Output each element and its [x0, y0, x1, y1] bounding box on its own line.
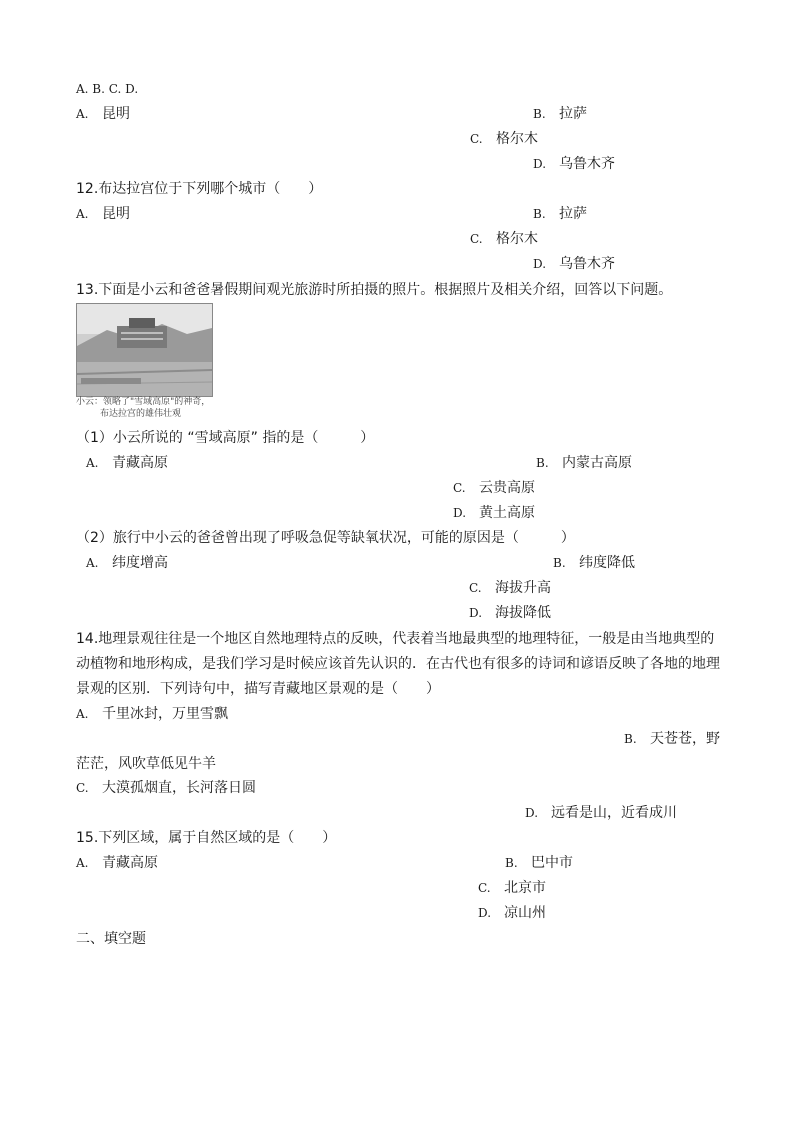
option-letter: B. — [553, 556, 566, 570]
q15-stem: 15.下列区域，属于自然区域的是（ ） — [76, 830, 337, 846]
option-letter: A. — [86, 456, 99, 470]
option-text: 海拔升高 — [495, 580, 551, 596]
option-text: 黄土高原 — [479, 505, 535, 521]
option-letter: D. — [469, 606, 483, 620]
option-letter: B. — [536, 456, 549, 470]
q13-sub2-option-a[interactable] — [86, 554, 168, 572]
q11-option-b[interactable] — [533, 105, 587, 123]
option-text: 乌鲁木齐 — [559, 156, 615, 172]
q13-sub2-stem: （2）旅行中小云的爸爸曾出现了呼吸急促等缺氧状况，可能的原因是（ ） — [76, 530, 575, 546]
option-text: 青藏高原 — [112, 455, 168, 471]
option-letter: A. — [76, 707, 89, 721]
q14-stem-line-3: 景观的区别．下列诗句中，描写青藏地区景观的是（ ） — [76, 681, 440, 697]
q13-sub2-option-c[interactable] — [469, 579, 551, 597]
option-letter: D. — [453, 506, 467, 520]
section-heading-fill-in: 二、填空题 — [76, 931, 146, 947]
q13-sub1-stem: （1）小云所说的 “雪域高原” 指的是（ ） — [76, 430, 375, 446]
q13-sub1-option-a[interactable] — [86, 454, 168, 472]
option-letter: A. — [86, 556, 99, 570]
option-letter: D. — [525, 806, 539, 820]
option-letter: A. — [76, 107, 89, 121]
option-text: 纬度降低 — [579, 555, 635, 571]
option-text: 内蒙古高原 — [562, 455, 632, 471]
q14-stem-line-2: 动植物和地形构成，是我们学习是时候应该首先认识的．在古代也有很多的诗词和谚语反映了各地的地理 — [76, 656, 720, 672]
q12-option-c[interactable] — [470, 230, 538, 248]
photo-caption-line-2: 布达拉宫的雄伟壮观 — [100, 409, 182, 419]
option-text: 巴中市 — [531, 855, 573, 871]
option-letter: D. — [533, 157, 547, 171]
q12-option-a[interactable] — [76, 205, 130, 223]
q14-option-c[interactable] — [76, 779, 256, 797]
q15-option-a[interactable] — [76, 854, 158, 872]
option-text: 昆明 — [102, 106, 130, 122]
option-text: 海拔降低 — [495, 605, 551, 621]
q15-option-d[interactable] — [478, 904, 546, 922]
answer-options-placeholder: A. B. C. D. — [76, 82, 139, 96]
option-letter: C. — [470, 132, 483, 146]
q11-option-a[interactable] — [76, 105, 130, 123]
option-text: 北京市 — [504, 880, 546, 896]
option-letter: B. — [533, 107, 546, 121]
option-text: 拉萨 — [559, 206, 587, 222]
option-text: 拉萨 — [559, 106, 587, 122]
q12-option-d[interactable] — [533, 255, 615, 273]
q12-stem: 12.布达拉宫位于下列哪个城市（ ） — [76, 181, 323, 197]
option-letter: A. — [76, 207, 89, 221]
option-letter: C. — [478, 881, 491, 895]
option-letter: C. — [469, 581, 482, 595]
option-text: 天苍苍，野 — [650, 731, 720, 747]
option-text: 纬度增高 — [112, 555, 168, 571]
q12-option-b[interactable] — [533, 205, 587, 223]
option-letter: D. — [533, 257, 547, 271]
photo-caption-line-1: 小云：领略了"雪域高原"的神奇， — [76, 397, 211, 407]
option-letter: C. — [76, 781, 89, 795]
q13-sub2-option-d[interactable] — [469, 604, 551, 622]
option-text: 青藏高原 — [102, 855, 158, 871]
potala-palace-photo — [76, 303, 213, 397]
option-letter: B. — [505, 856, 518, 870]
q11-option-d[interactable] — [533, 155, 615, 173]
option-text: 凉山州 — [504, 905, 546, 921]
q14-option-d[interactable] — [525, 804, 677, 822]
q13-sub1-option-c[interactable] — [453, 479, 535, 497]
option-letter: B. — [624, 732, 637, 746]
option-text: 大漠孤烟直，长河落日圆 — [102, 780, 256, 796]
option-letter: B. — [533, 207, 546, 221]
q13-stem: 13.下面是小云和爸爸暑假期间观光旅游时所拍摄的照片。根据照片及相关介绍，回答以下问题。 — [76, 282, 673, 298]
q15-option-b[interactable] — [505, 854, 573, 872]
option-text: 千里冰封，万里雪飘 — [102, 706, 228, 722]
option-text: 昆明 — [102, 206, 130, 222]
q13-sub2-option-b[interactable] — [553, 554, 635, 572]
q14-option-b[interactable] — [624, 730, 720, 748]
option-letter: C. — [453, 481, 466, 495]
q13-sub1-option-d[interactable] — [453, 504, 535, 522]
photo-image-icon — [77, 304, 212, 396]
option-text: 乌鲁木齐 — [559, 256, 615, 272]
q14-stem-line-1: 14.地理景观往往是一个地区自然地理特点的反映，代表着当地最典型的地理特征，一般是由当地典型的 — [76, 631, 715, 647]
q11-option-c[interactable] — [470, 130, 538, 148]
option-text: 格尔木 — [496, 131, 538, 147]
option-text: 远看是山，近看成川 — [551, 805, 677, 821]
q14-option-b-continued: 茫茫，风吹草低见牛羊 — [76, 756, 216, 772]
option-text: 云贵高原 — [479, 480, 535, 496]
q15-option-c[interactable] — [478, 879, 546, 897]
option-text: 格尔木 — [496, 231, 538, 247]
option-letter: C. — [470, 232, 483, 246]
option-letter: A. — [76, 856, 89, 870]
option-letter: D. — [478, 906, 492, 920]
q14-option-a[interactable] — [76, 705, 228, 723]
q13-sub1-option-b[interactable] — [536, 454, 632, 472]
